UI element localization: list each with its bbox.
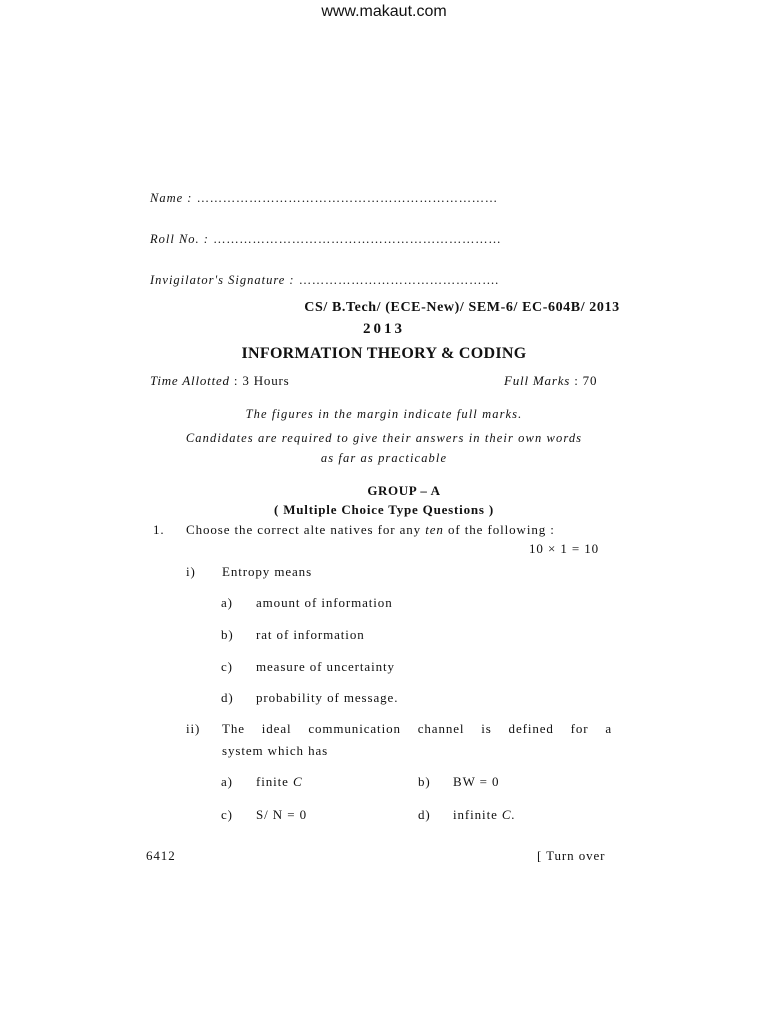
word: channel [417, 721, 465, 736]
option-text-em: C [293, 774, 303, 789]
paper-code: CS/ B.Tech/ (ECE-New)/ SEM-6/ EC-604B/ 2013 [304, 300, 620, 315]
page-code: 6412 [146, 848, 176, 863]
instruction-line-3: as far as practicable [320, 451, 448, 465]
group-title: GROUP – A [367, 483, 441, 498]
option-text-em: C. [501, 807, 516, 822]
word: defined [508, 721, 554, 736]
sub-question-text-2-line-1 [222, 721, 612, 737]
option-text-plain: infinite [453, 807, 502, 822]
sub-question-text-2-line-2: system which has [222, 743, 329, 758]
name-field [150, 191, 498, 206]
option-text: rat of information [256, 627, 365, 642]
signature-dots: ………………………………………. [298, 273, 499, 287]
marks-value: : 70 [570, 373, 598, 388]
word: for [570, 721, 589, 736]
signature-field [150, 273, 499, 288]
option-text [256, 774, 303, 790]
paper-title: INFORMATION THEORY & CODING [241, 345, 527, 362]
instruction-line-2: Candidates are required to give their answers in their own words [185, 431, 583, 445]
time-allotted [150, 373, 290, 389]
option-text [453, 807, 516, 823]
sub-question-number-2: ii) [186, 721, 201, 736]
site-header: www.makaut.com [321, 3, 447, 20]
option-label: a) [221, 595, 233, 610]
instruction-line-1: The figures in the margin indicate full marks. [245, 407, 523, 421]
option-label: a) [221, 774, 233, 789]
question-text [186, 522, 555, 538]
time-value: : 3 Hours [229, 373, 290, 388]
full-marks [504, 373, 597, 389]
question-text-a: Choose the correct alte natives for any [186, 522, 426, 537]
name-label: Name : [150, 191, 197, 205]
question-number: 1. [153, 522, 165, 537]
word: a [605, 721, 612, 736]
sub-question-number-1: i) [186, 564, 196, 579]
sub-question-text-1: Entropy means [222, 564, 313, 579]
option-text: BW = 0 [453, 774, 500, 789]
option-label: c) [221, 807, 233, 822]
question-text-b: of the following : [443, 522, 555, 537]
paper-year: 2013 [363, 321, 405, 337]
turn-over: [ Turn over [537, 848, 606, 863]
roll-dots: ………………………………………………………… [213, 232, 502, 246]
roll-field [150, 232, 501, 247]
time-label: Time Allotted [150, 373, 230, 388]
name-dots: …………………………………………………………… [196, 191, 498, 205]
question-text-em: ten [425, 522, 444, 537]
signature-label: Invigilator's Signature : [150, 273, 299, 287]
word: is [481, 721, 492, 736]
word: The [222, 721, 245, 736]
option-text: S/ N = 0 [256, 807, 308, 822]
option-label: d) [418, 807, 431, 822]
marks-label: Full Marks [504, 373, 571, 388]
option-label: c) [221, 659, 233, 674]
option-label: b) [221, 627, 234, 642]
option-text: amount of information [256, 595, 393, 610]
question-score: 10 × 1 = 10 [529, 541, 600, 556]
word: communication [308, 721, 401, 736]
option-label: d) [221, 690, 234, 705]
group-subtitle: ( Multiple Choice Type Questions ) [274, 502, 494, 517]
option-text: probability of message. [256, 690, 399, 705]
word: ideal [261, 721, 292, 736]
option-label: b) [418, 774, 431, 789]
option-text: measure of uncertainty [256, 659, 395, 674]
roll-label: Roll No. : [150, 232, 214, 246]
option-text-plain: finite [256, 774, 293, 789]
